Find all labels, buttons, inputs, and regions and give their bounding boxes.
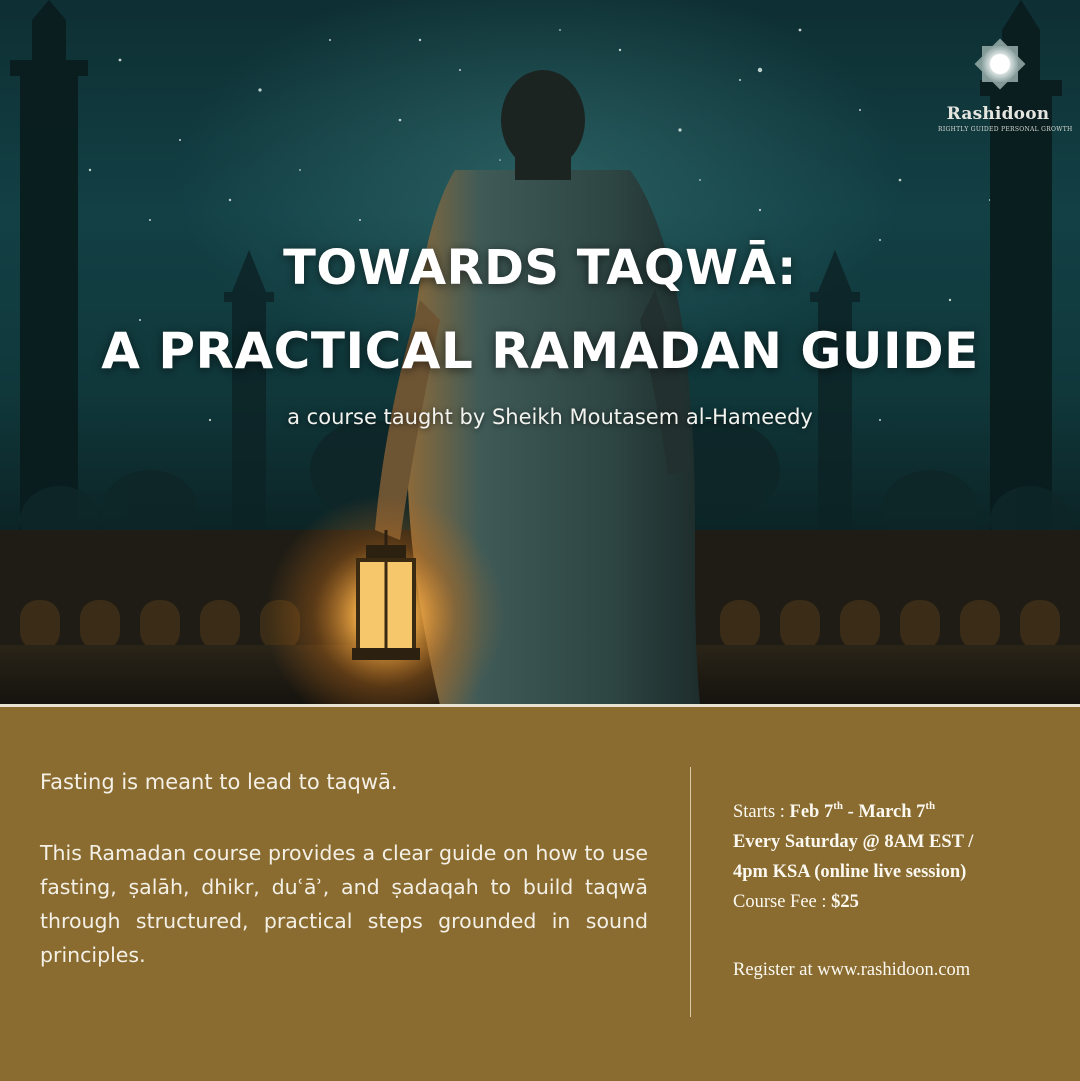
start-date: Feb 7th - March 7th	[789, 800, 936, 822]
title-line-1: TOWARDS TAQWĀ:	[283, 240, 797, 296]
course-description: This Ramadan course provides a clear guide on how to use fasting, ṣalāh, dhikr, duʿāʾ, and ṣadaqah to build taqwā through structured, practical steps grounded in sound principles.	[40, 841, 648, 967]
lead-sentence: Fasting is meant to lead to taqwā.	[40, 770, 398, 794]
logo-emblem-icon	[972, 36, 1028, 92]
info-panel	[0, 707, 1080, 1081]
starts-label: Starts :	[733, 802, 790, 822]
course-subtitle: a course taught by Sheikh Moutasem al-Hameedy	[287, 405, 813, 429]
brand-name: Rashidoon	[946, 104, 1050, 124]
schedule-line-1: Every Saturday @ 8AM EST /	[733, 832, 974, 852]
end-date: March 7	[858, 802, 926, 822]
vertical-divider	[690, 767, 691, 1017]
date-separator: -	[843, 802, 859, 822]
fee-line	[733, 887, 1063, 917]
fee-value: $25	[831, 892, 859, 912]
register-link[interactable]: Register at www.rashidoon.com	[733, 960, 971, 980]
start-date-suffix: th	[833, 800, 843, 812]
schedule-line-2: 4pm KSA (online live session)	[733, 862, 967, 882]
fee-label: Course Fee :	[733, 892, 832, 912]
rashidoon-logo[interactable]	[938, 28, 1073, 138]
brand-tagline: RIGHTLY GUIDED PERSONAL GROWTH	[938, 126, 1073, 133]
title-line-2: A PRACTICAL RAMADAN GUIDE	[101, 322, 979, 380]
end-date-suffix: th	[925, 800, 936, 812]
dates-line	[733, 797, 1063, 827]
course-details	[733, 797, 1063, 985]
